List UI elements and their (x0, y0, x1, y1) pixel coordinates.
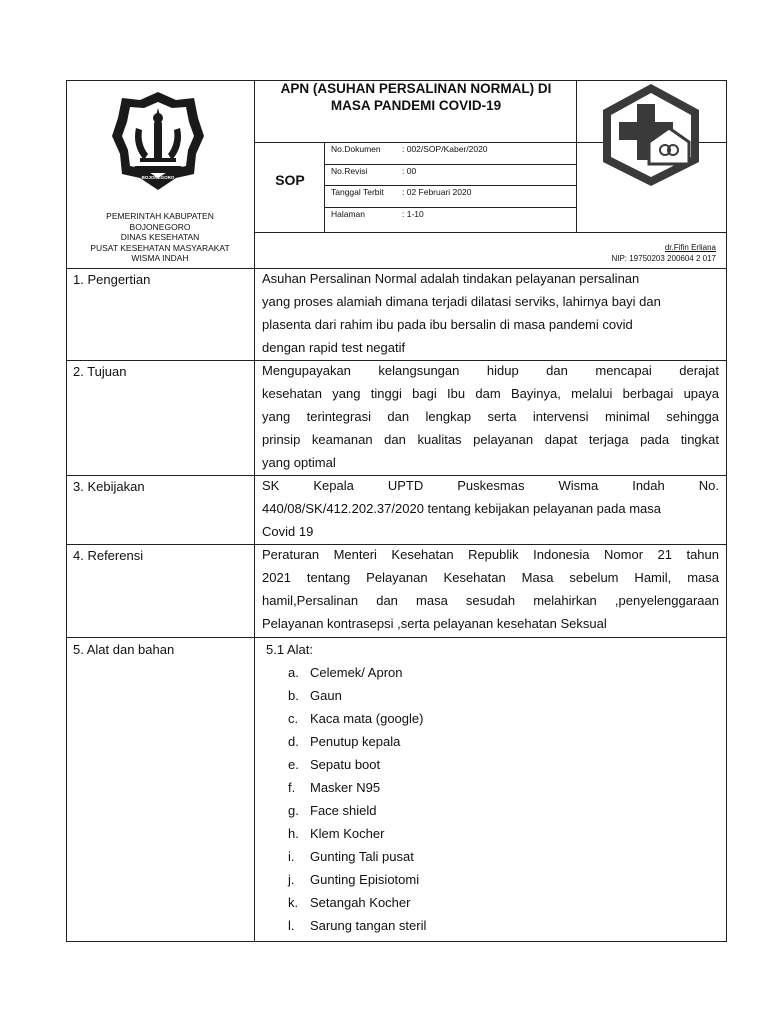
table-border-bottom (66, 941, 727, 942)
sop-cell-divider (324, 142, 325, 232)
table-border-right (726, 80, 727, 942)
list-item: a. Celemek/ Apron (288, 665, 403, 680)
meta-label: No.Dokumen (331, 144, 381, 154)
list-item: c. Kaca mata (google) (288, 711, 424, 726)
signer-name: dr.Fifin Erliana (664, 243, 716, 252)
signer-nip: NIP: 19750203 200604 2 017 (611, 254, 716, 263)
meta-label: Tanggal Terbit (331, 187, 384, 197)
list-item: l. Sarung tangan steril (288, 918, 427, 933)
logo-cell-divider (576, 80, 577, 232)
section-label-pengertian: 1. Pengertian (73, 272, 151, 287)
meta-row-line (324, 207, 576, 208)
section-label-referensi: 4. Referensi (73, 548, 144, 563)
section-content-tujuan: Mengupayakan kelangsungan hidup dan mencapai derajat kesehatan yang tinggi bagi Ibu dam Bayinya, melalui berbagai upaya yang terintegrasi dan lengkap serta intervensi minimal sehingga prinsip keamanan dan kualitas pelayanan dapat terjaga pada tingkat yang optimal (262, 363, 719, 470)
meta-value: : 00 (402, 166, 417, 176)
seal-text: BOJONEGORO (141, 175, 175, 180)
list-item: b. Gaun (288, 688, 342, 703)
list-item: f. Masker N95 (288, 780, 381, 795)
list-item: e. Sepatu boot (288, 757, 381, 772)
meta-value: : 1-10 (402, 209, 424, 219)
sop-label: SOP (275, 172, 305, 188)
signer-block (611, 242, 716, 264)
meta-row-line (324, 185, 576, 186)
column-divider (254, 80, 255, 942)
meta-label: Halaman (331, 209, 366, 219)
list-item: k. Setangah Kocher (288, 895, 411, 910)
table-border-left (66, 80, 67, 942)
section-content-kebijakan: SK Kepala UPTD Puskesmas Wisma Indah No. 440/08/SK/412.202.37/2020 tentang kebijakan pelayanan pada masa Covid 19 (262, 478, 719, 539)
section-content-referensi: Peraturan Menteri Kesehatan Republik Indonesia Nomor 21 tahun 2021 tentang Pelayanan Kesehatan Masa sebelum Hamil, masa hamil,Persalinan dan masa sesudah melahirkan ,penyelenggaraan Pelayanan kontrasepsi ,serta pelayanan kesehatan Seksual (262, 547, 719, 631)
list-item: g. Face shield (288, 803, 377, 818)
list-item: h. Klem Kocher (288, 826, 385, 841)
list-item: i. Gunting Tali pusat (288, 849, 414, 864)
list-item: d. Penutup kepala (288, 734, 401, 749)
section-label-tujuan: 2. Tujuan (73, 364, 127, 379)
section-label-alat-dan-bahan: 5. Alat dan bahan (73, 642, 175, 657)
document-title: APN (ASUHAN PERSALINAN NORMAL) DI MASA PANDEMI COVID-19 (280, 81, 552, 113)
meta-label: No.Revisi (331, 166, 368, 176)
subheading-alat: 5.1 Alat: (266, 642, 313, 657)
health-cross-logo (597, 80, 705, 190)
list-item: j. Gunting Episiotomi (288, 872, 420, 887)
meta-row-line (254, 232, 726, 233)
section-content-pengertian: Asuhan Persalinan Normal adalah tindakan pelayanan persalinan yang proses alamiah dimana terjadi dilatasi serviks, lahirnya bayi dan plasenta dari rahim ibu pada ibu bersalin di masa pandemi covid dengan rapid test negatif (262, 271, 661, 355)
meta-row-line (324, 164, 576, 165)
row-line (66, 637, 727, 638)
institution-name: PEMERINTAH KABUPATEN BOJONEGORO DINAS KESEHATAN PUSAT KESEHATAN MASYARAKAT WISMA INDAH (90, 211, 230, 263)
meta-value: : 02 Februari 2020 (402, 187, 472, 197)
meta-value: : 002/SOP/Kaber/2020 (402, 144, 488, 154)
section-label-kebijakan: 3. Kebijakan (73, 479, 145, 494)
